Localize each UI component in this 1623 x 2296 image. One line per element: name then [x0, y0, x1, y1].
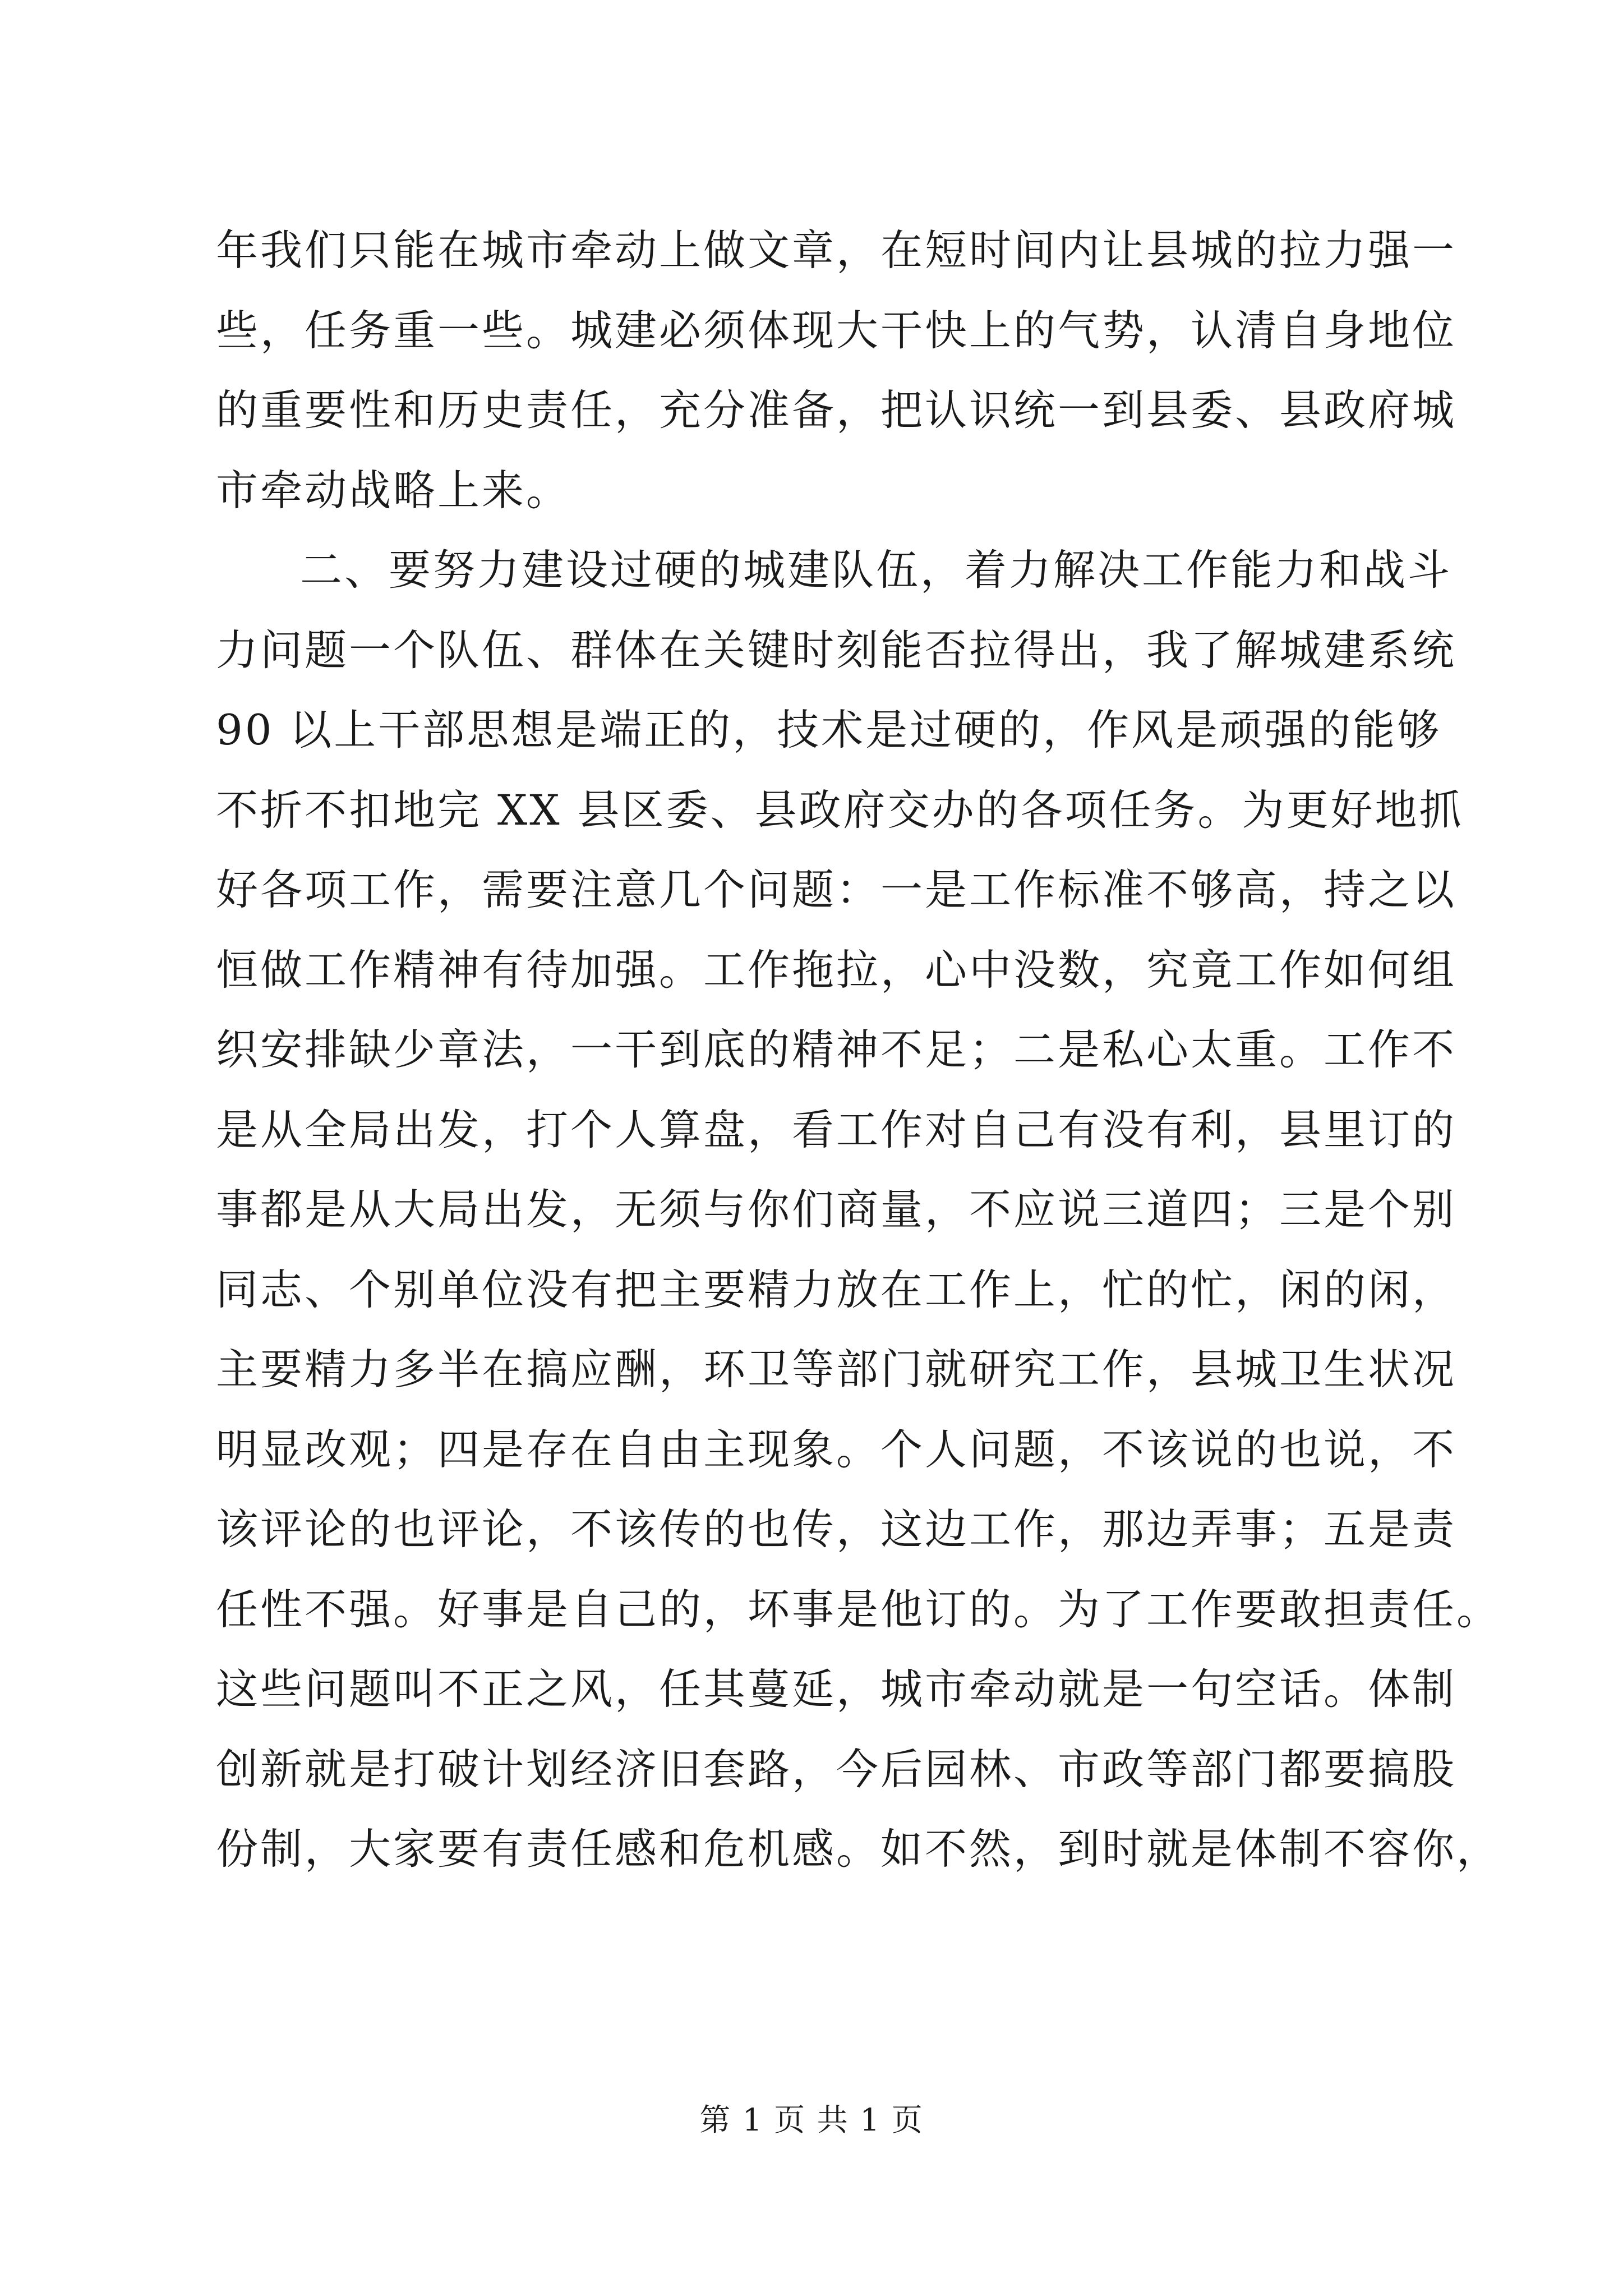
- text-line: 不折不扣地完 XX 县区委、县政府交办的各项任务。为更好地抓: [216, 785, 1464, 835]
- text-line: 事都是从大局出发，无须与你们商量，不应说三道四；三是个别: [216, 1185, 1457, 1234]
- text-line: 市牵动战略上来。: [216, 465, 571, 515]
- text-line: 创新就是打破计划经济旧套路，今后园林、市政等部门都要搞股: [216, 1744, 1457, 1794]
- text-line: 力问题一个队伍、群体在关键时刻能否拉得出，我了解城建系统: [216, 625, 1457, 675]
- text-line: 恒做工作精神有待加强。工作拖拉，心中没数，究竟工作如何组: [216, 945, 1457, 995]
- page-footer: [0, 2095, 1623, 2139]
- text-line: 年我们只能在城市牵动上做文章，在短时间内让县城的拉力强一: [216, 226, 1457, 275]
- text-line: 该评论的也评论，不该传的也传，这边工作，那边弄事；五是责: [216, 1504, 1457, 1554]
- page-number-label: 第 1 页 共 1 页: [699, 2102, 924, 2138]
- text-line: 份制，大家要有责任感和危机感。如不然，到时就是体制不容你，: [216, 1824, 1501, 1874]
- text-line: 任性不强。好事是自己的，坏事是他订的。为了工作要敢担责任。: [216, 1584, 1501, 1634]
- text-line: 好各项工作，需要注意几个问题：一是工作标准不够高，持之以: [216, 865, 1457, 914]
- paragraph-start-line: 二、要努力建设过硬的城建队伍，着力解决工作能力和战斗: [300, 545, 1453, 595]
- text-line: 是从全局出发，打个人算盘，看工作对自己有没有利，县里订的: [216, 1105, 1457, 1154]
- text-line: 的重要性和历史责任，充分准备，把认识统一到县委、县政府城: [216, 385, 1457, 435]
- text-line: 明显改观；四是存在自由主现象。个人问题，不该说的也说，不: [216, 1424, 1457, 1474]
- text-line: 些，任务重一些。城建必须体现大干快上的气势，认清自身地位: [216, 305, 1457, 355]
- document-body: [216, 210, 1501, 1889]
- text-line: 这些问题叫不正之风，任其蔓延，城市牵动就是一句空话。体制: [216, 1664, 1457, 1714]
- text-line: 同志、个别单位没有把主要精力放在工作上，忙的忙，闲的闲，: [216, 1264, 1457, 1314]
- text-line: 织安排缺少章法，一干到底的精神不足；二是私心太重。工作不: [216, 1025, 1457, 1074]
- text-line: 90 以上干部思想是端正的，技术是过硬的，作风是顽强的能够: [216, 705, 1442, 754]
- text-line: 主要精力多半在搞应酬，环卫等部门就研究工作，县城卫生状况: [216, 1345, 1457, 1394]
